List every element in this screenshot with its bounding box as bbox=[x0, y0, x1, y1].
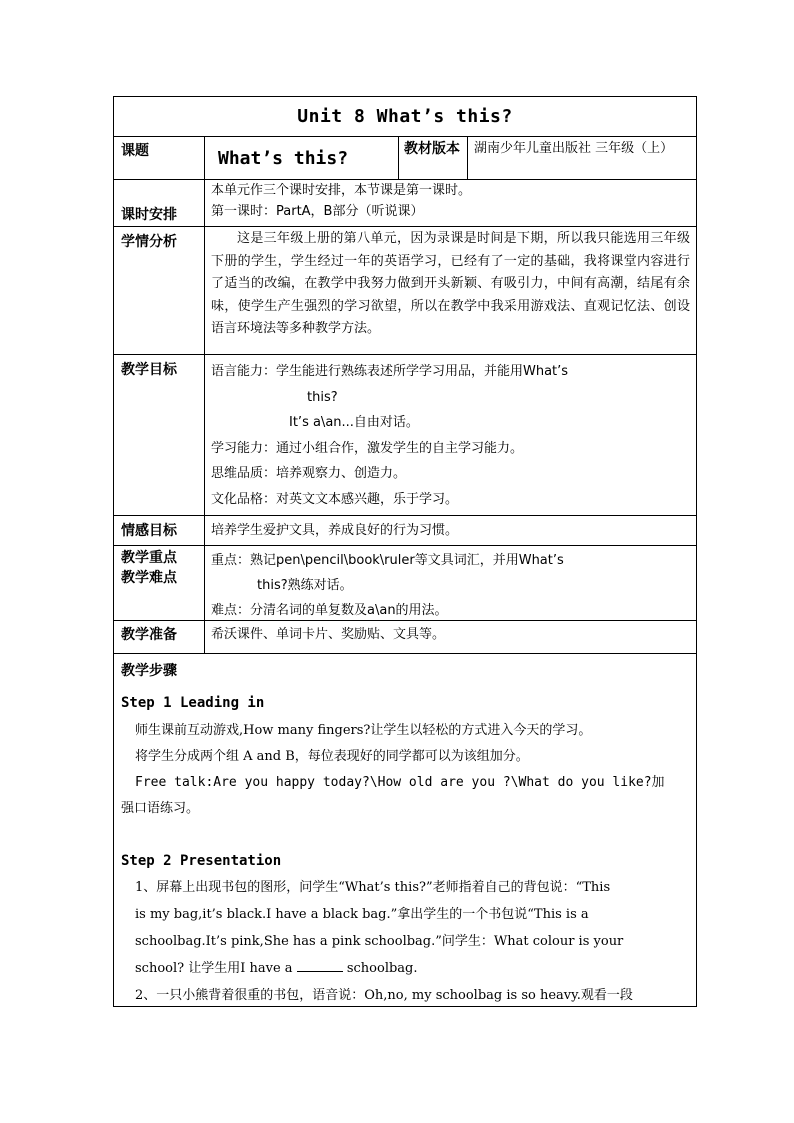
prep-text: 希沃课件、单词卡片、奖励贴、文具等。 bbox=[211, 627, 446, 642]
goal-language: 语言能力：学生能进行熟练表述所学学习用品，并能用What’s bbox=[211, 364, 569, 379]
schedule-line-2: 第一课时：PartA，B部分（听说课） bbox=[211, 204, 424, 219]
goal-learning: 学习能力：通过小组合作，激发学生的自主学习能力。 bbox=[211, 440, 524, 456]
goals-content bbox=[211, 359, 690, 512]
key-points-label bbox=[121, 548, 177, 588]
goals-label: 教学目标 bbox=[121, 362, 177, 378]
schedule-line-1: 本单元作三个课时安排，本节课是第一课时。 bbox=[211, 183, 472, 198]
lesson-plan-table bbox=[113, 96, 697, 1007]
analysis-text: 这是三年级上册的第八单元，因为录课是时间是下期，所以我只能选用三年级下册的学生，学生经过一年的英语学习，已经有了一定的基础，我将课堂内容进行了适当的改编，在教学中我努力做到开头新颖、有吸引力，中间有高潮，结尾有余味，使学生产生强烈的学习欲望，所以在教学中我采用游戏法、直观记忆法、创设语言环境法等多种教学方法。 bbox=[211, 231, 690, 336]
prep-label: 教学准备 bbox=[121, 627, 177, 643]
analysis-label: 学情分析 bbox=[121, 234, 177, 250]
step1-paragraph-3a: Free talk:Are you happy today?\How old are you ?\What do you like?加 bbox=[135, 775, 665, 790]
key-points-row bbox=[114, 546, 696, 621]
step1-paragraph-3b: 强口语练习。 bbox=[121, 801, 200, 816]
step2-paragraph-1d-post: schoolbag. bbox=[346, 961, 418, 976]
title-row bbox=[114, 97, 696, 137]
teaching-steps bbox=[121, 657, 690, 1007]
goal-thinking: 思维品质：培养观察力、创造力。 bbox=[211, 466, 407, 481]
step1-paragraph-2: 将学生分成两个组 A and B，每位表现好的同学都可以为该组加分。 bbox=[135, 749, 529, 764]
key-point-text: 重点：熟记pen\pencil\book\ruler等文具词汇，并用What’s bbox=[211, 553, 564, 568]
schedule-content bbox=[211, 180, 690, 222]
step2-paragraph-1b: is my bag,it’s black.I have a black bag.”拿出学生的一个书包说“This is a bbox=[135, 907, 589, 922]
step2-paragraph-1a: 1、屏幕上出现书包的图形，问学生“What’s this?”老师指着自己的背包说：“This bbox=[135, 880, 611, 895]
step1-title: Step 1 Leading in bbox=[121, 695, 265, 711]
goal-language-cont: this? bbox=[307, 389, 338, 405]
analysis-row bbox=[114, 227, 696, 355]
prep-row bbox=[114, 621, 696, 654]
goal-language-cont2: It’s a\an...自由对话。 bbox=[289, 415, 419, 430]
emotion-row bbox=[114, 516, 696, 546]
goals-row bbox=[114, 355, 696, 516]
schedule-row bbox=[114, 180, 696, 227]
step2-paragraph-2: 2、一只小熊背着很重的书包，语音说：Oh,no, my schoolbag is so heavy.观看一段 bbox=[135, 988, 633, 1003]
emotion-label: 情感目标 bbox=[121, 523, 177, 539]
key-points-content bbox=[211, 548, 690, 623]
edition-value: 湖南少年儿童出版社 三年级（上） bbox=[474, 141, 674, 156]
key-point-label: 教学重点 bbox=[121, 550, 177, 566]
topic-row bbox=[114, 137, 696, 180]
key-point-text-cont: this?熟练对话。 bbox=[257, 578, 353, 593]
step2-title: Step 2 Presentation bbox=[121, 853, 282, 869]
goal-culture: 文化品格：对英文文本感兴趣，乐于学习。 bbox=[211, 491, 459, 507]
difficulty-label: 教学难点 bbox=[121, 570, 177, 586]
topic-value: What’s this? bbox=[218, 148, 349, 169]
step1-paragraph-1: 师生课前互动游戏,How many fingers?让学生以轻松的方式进入今天的学习。 bbox=[135, 723, 592, 738]
steps-heading: 教学步骤 bbox=[121, 663, 177, 679]
answer-blank bbox=[297, 957, 343, 972]
page-title: Unit 8 What’s this? bbox=[297, 106, 513, 127]
step2-paragraph-1d bbox=[121, 955, 690, 982]
step2-paragraph-1d-pre: school? 让学生用I have a bbox=[135, 961, 293, 976]
step2-paragraph-1c: schoolbag.It’s pink,She has a pink schoolbag.”问学生：What colour is your bbox=[135, 934, 624, 949]
emotion-text: 培养学生爱护文具，养成良好的行为习惯。 bbox=[211, 523, 459, 538]
edition-label: 教材版本 bbox=[404, 141, 460, 157]
topic-label: 课题 bbox=[121, 143, 149, 159]
schedule-label: 课时安排 bbox=[121, 207, 177, 223]
difficulty-text: 难点：分清名词的单复数及a\an的用法。 bbox=[211, 603, 448, 618]
